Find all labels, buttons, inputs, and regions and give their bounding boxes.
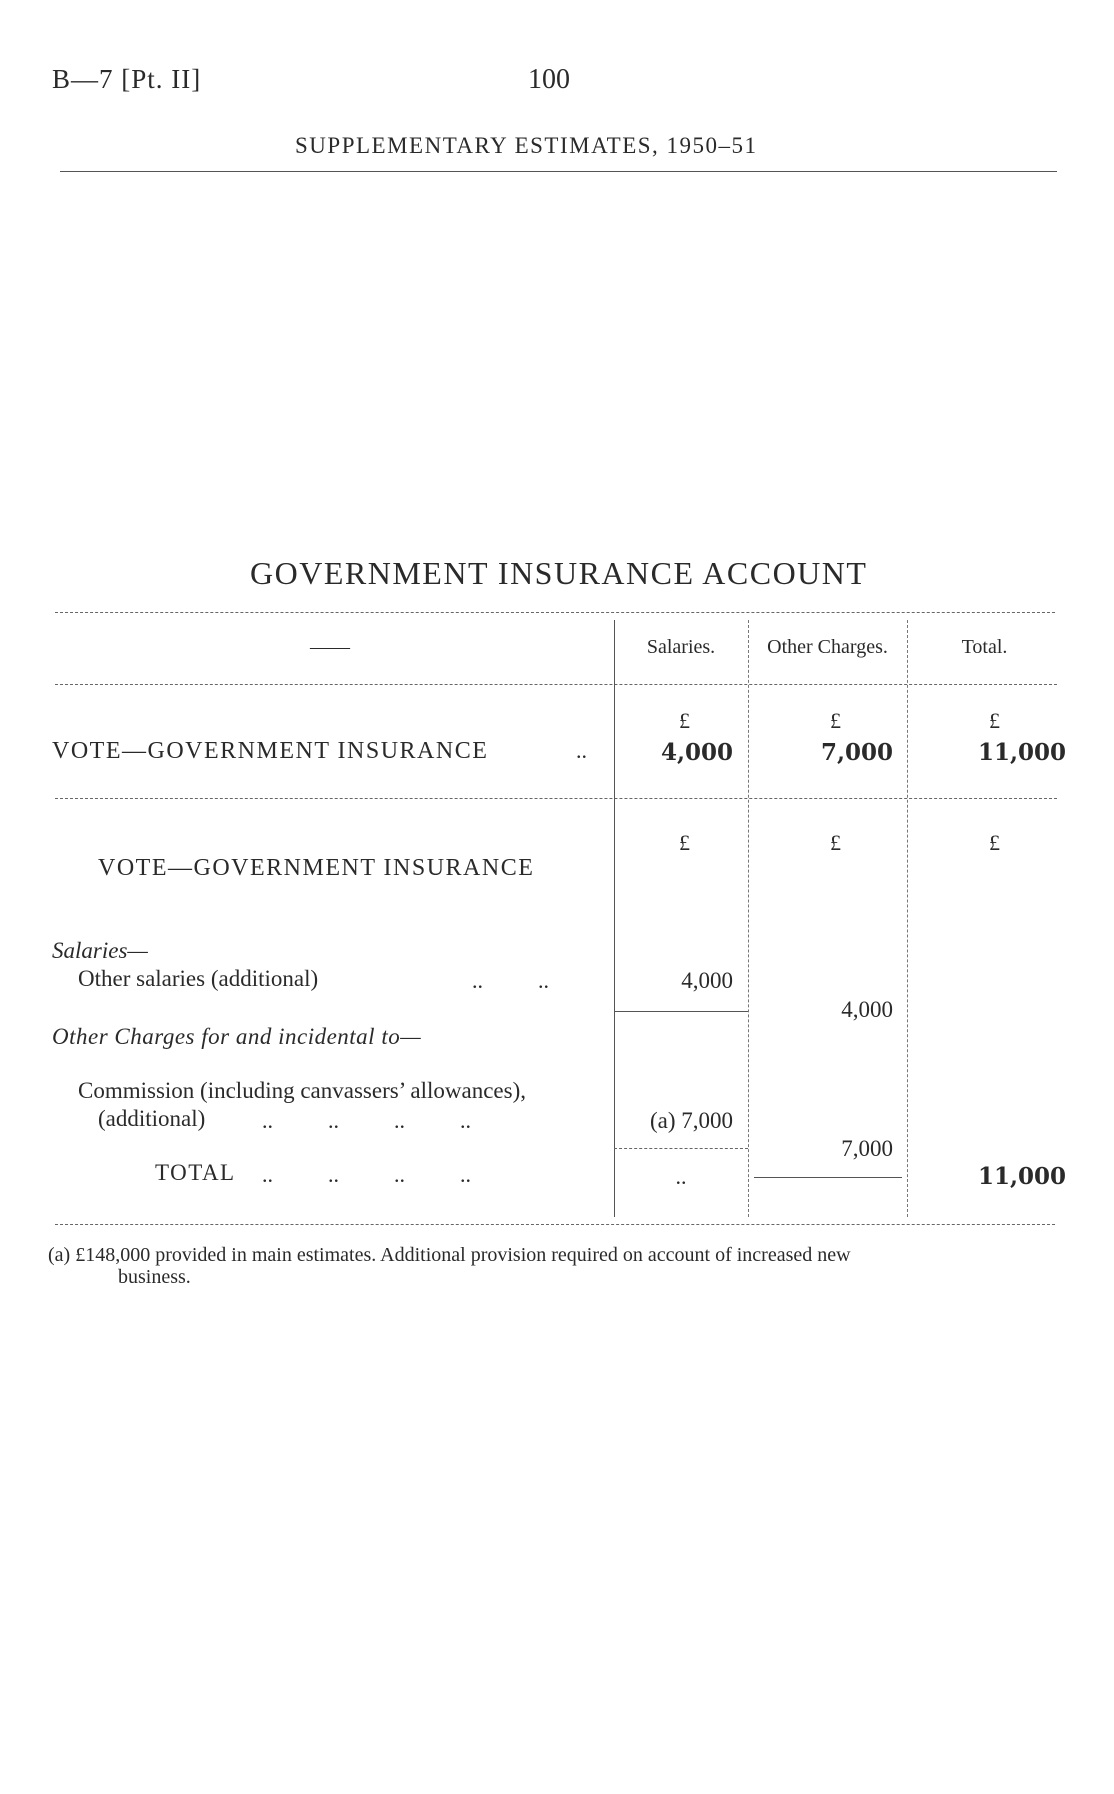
other-salaries-label: Other salaries (additional)	[78, 966, 319, 991]
other-charges-heading: Other Charges for and incidental to—	[52, 1024, 422, 1049]
total-label: TOTAL	[155, 1160, 236, 1185]
summary-currency-other: £	[830, 708, 841, 733]
summary-total-value: 11,000	[977, 739, 1066, 766]
total-salaries-placeholder: ..	[675, 1164, 687, 1189]
detail-currency-total: £	[989, 830, 1000, 855]
summary-leader: ..	[576, 738, 587, 763]
detail-currency-other: £	[830, 830, 841, 855]
detail-heading: VOTE—GOVERNMENT INSURANCE	[98, 855, 535, 881]
col-divider-other	[748, 620, 749, 1217]
summary-currency-salaries: £	[679, 708, 690, 733]
header-rule	[60, 171, 1057, 172]
footnote-line1: (a) £148,000 provided in main estimates. Additional provision required on account of increased new	[48, 1244, 851, 1266]
page-number: 100	[528, 64, 570, 95]
col-header-other-charges: Other Charges.	[767, 636, 888, 658]
salaries-subtotal-rule	[614, 1011, 748, 1012]
commission-value: (a) 7,000	[649, 1108, 733, 1133]
total-other-charges-rule	[754, 1177, 902, 1178]
other-salaries-leaders: .. ..	[472, 968, 549, 993]
col-header-salaries: Salaries.	[646, 636, 716, 658]
footnote-line2: business.	[118, 1266, 191, 1288]
commission-leaders: .. .. .. ..	[262, 1108, 471, 1133]
table-bottom-rule	[55, 1224, 1055, 1225]
commission-label-line1: Commission (including canvassers’ allowances),	[78, 1078, 526, 1103]
summary-currency-total: £	[989, 708, 1000, 733]
other-salaries-value: 4,000	[681, 968, 733, 993]
commission-label-line2: (additional)	[98, 1106, 206, 1131]
summary-salaries-value: 4,000	[660, 739, 733, 766]
header-left-ref: B—7 [Pt. II]	[52, 64, 202, 94]
summary-label: VOTE—GOVERNMENT INSURANCE	[52, 738, 489, 764]
other-charges-subtotal-value: 7,000	[841, 1136, 893, 1161]
running-title: SUPPLEMENTARY ESTIMATES, 1950–51	[295, 133, 758, 158]
header-blank-cell: ——	[310, 636, 350, 658]
col-header-total: Total.	[961, 636, 1008, 658]
salaries-heading: Salaries—	[52, 938, 148, 963]
table-top-rule	[55, 612, 1055, 613]
detail-currency-salaries: £	[679, 830, 690, 855]
account-title: GOVERNMENT INSURANCE ACCOUNT	[250, 555, 868, 591]
other-charges-subtotal-rule	[614, 1148, 748, 1149]
col-divider-total	[907, 620, 908, 1217]
salaries-subtotal-value: 4,000	[841, 997, 893, 1022]
total-leaders: .. .. .. ..	[262, 1162, 471, 1187]
total-value: 11,000	[977, 1163, 1066, 1190]
summary-other-charges-value: 7,000	[820, 739, 893, 766]
